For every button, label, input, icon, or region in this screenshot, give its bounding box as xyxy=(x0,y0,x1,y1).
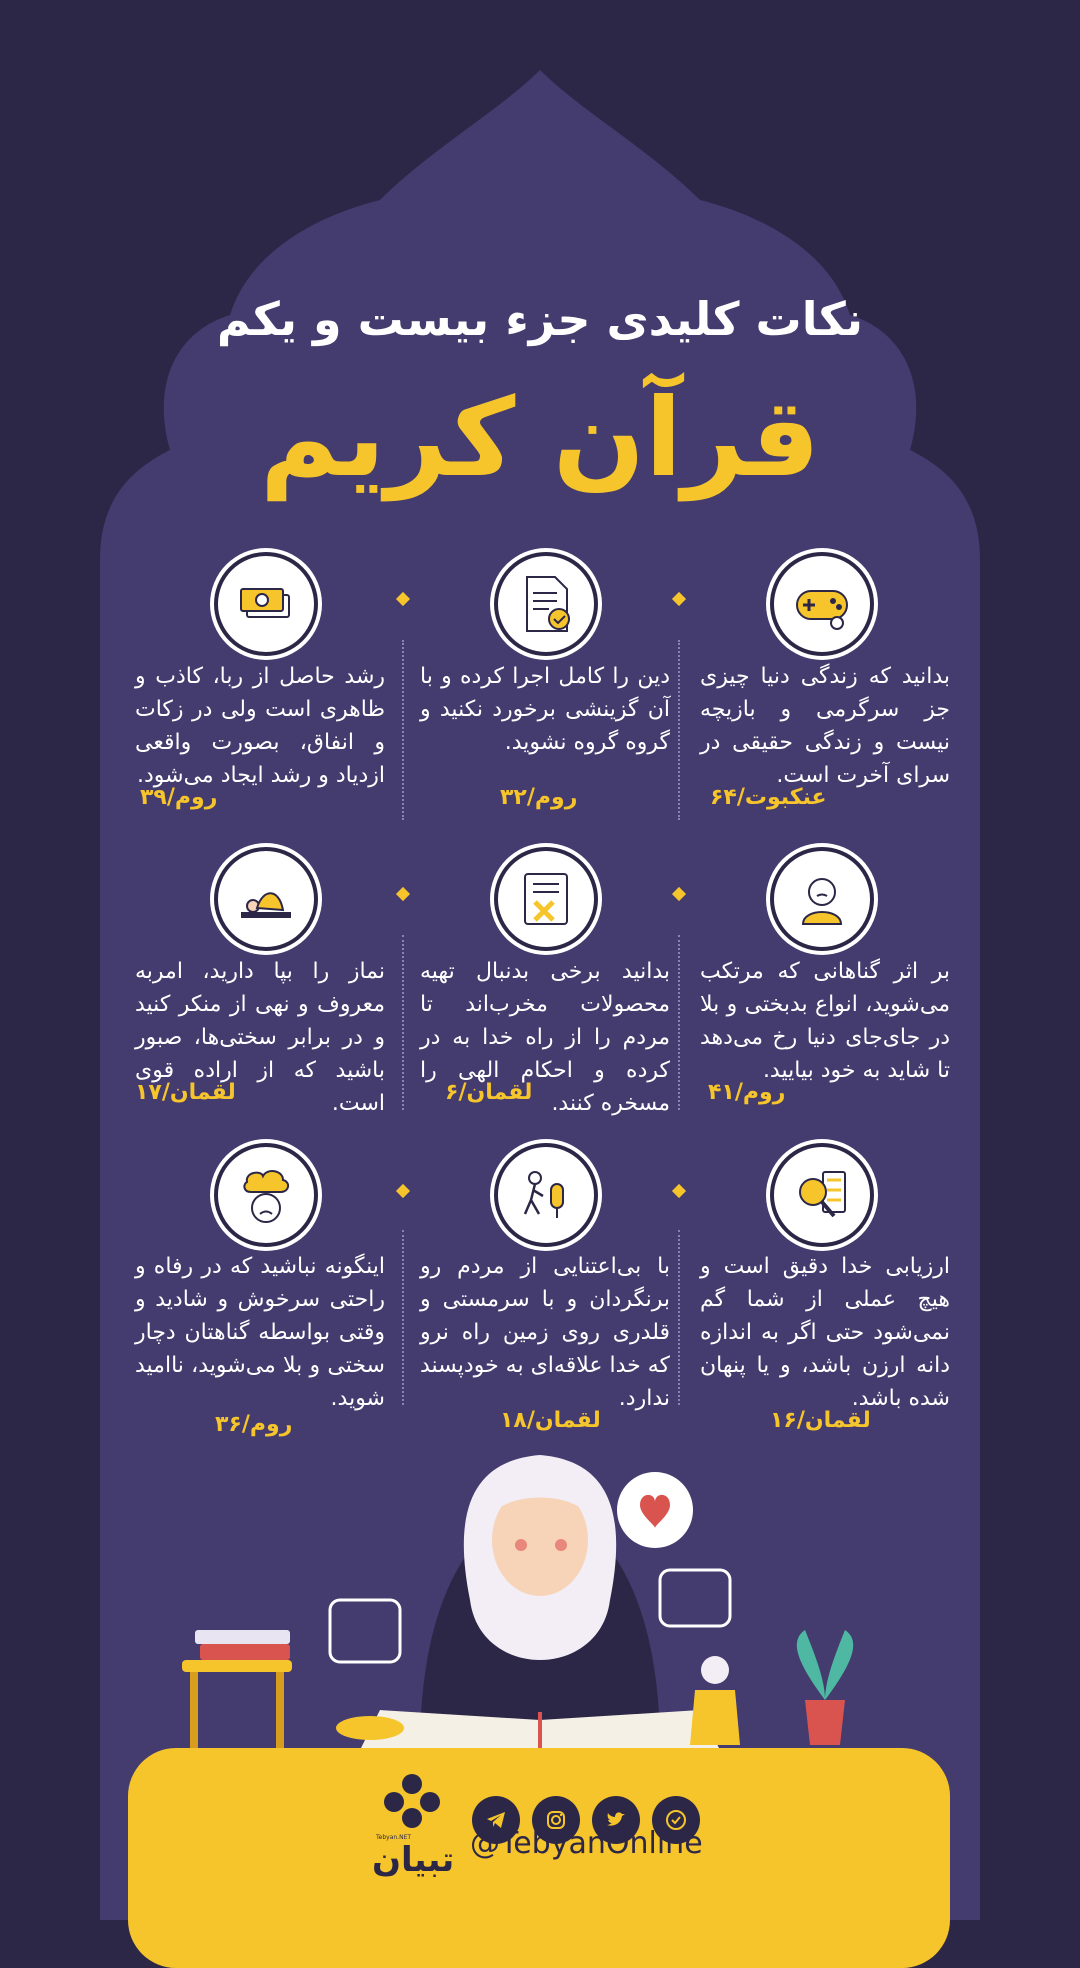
cell-ref-3: روم/۳۹ xyxy=(140,785,218,810)
sad-face-icon xyxy=(214,1143,318,1247)
worried-person-icon xyxy=(770,847,874,951)
cell-ref-7: لقمان/۱۶ xyxy=(770,1408,871,1433)
walking-person-icon xyxy=(494,1143,598,1247)
cell-text-7: ارزیابی خدا دقیق است و هیچ عملی از شما گم نمی‌شود حتی اگر به اندازه دانه ارزن باشد، و یا پنهان شده باشد. xyxy=(700,1254,950,1411)
main-title: قرآن کریم xyxy=(260,376,820,501)
prayer-icon xyxy=(214,847,318,951)
cell-ref-6: لقمان/۱۷ xyxy=(135,1080,236,1105)
bowl-illustration xyxy=(336,1716,404,1740)
cell-text-9: اینگونه نباشید که در رفاه و راحتی سرخوش و شادید و وقتی بواسطه گناهتان دچار سختی و بلا می‌شوید، ناامید شوید. xyxy=(135,1254,385,1411)
divider xyxy=(678,935,680,1110)
cell-ref-9: روم/۳۶ xyxy=(215,1412,293,1437)
logo-text: تبیان xyxy=(372,1840,455,1880)
cell-text-6: نماز را بپا دارید، امربه معروف و نهی از منکر کنید و در برابر سختی‌ها، صبور باشید که از اراده قوی است. xyxy=(135,959,385,1116)
divider xyxy=(678,1230,680,1405)
cell-text-3: رشد حاصل از ربا، کاذب و ظاهری است ولی در زکات و انفاق، بصورت واقعی ازدیاد و رشد ایجاد می‌شود. xyxy=(135,664,385,788)
document-check-icon xyxy=(494,552,598,656)
cell-ref-1: عنکبوت/۶۴ xyxy=(710,785,827,810)
cell-text-4: بر اثر گناهانی که مرتکب می‌شوید، انواع بدبختی و بلا در جای‌جای دنیا رخ می‌دهد تا شاید به خود بیایید. xyxy=(700,959,950,1083)
cell-text-2: دین را کامل اجرا کرده و با آن گزینشی برخورد نکنید و گروه گروه نشوید. xyxy=(420,664,670,755)
divider xyxy=(402,1230,404,1405)
heart-bubble-illustration xyxy=(617,1472,693,1548)
cell-text-5: بدانید برخی بدنبال تهیه محصولات مخرب‌اند تا مردم را از راه خدا به در کرده و احکام الهی را مسخره کنند. xyxy=(420,959,670,1116)
evaluation-icon xyxy=(770,1143,874,1247)
document-cross-icon xyxy=(494,847,598,951)
social-handle[interactable]: @TebyanOnline xyxy=(470,1826,703,1861)
divider xyxy=(678,640,680,820)
game-controller-icon xyxy=(770,552,874,656)
cell-text-1: بدانید که زندگی دنیا چیزی جز سرگرمی و بازیچه نیست و زندگی حقیقی در سرای آخرت است. xyxy=(700,664,950,788)
cell-text-8: با بی‌اعتنایی از مردم رو برنگردان و با سرمستی و قلدری روی زمین راه نرو که خدا علاقه‌ای به خودپسند ندارد. xyxy=(419,1254,670,1411)
logo-subtext: Tebyan.NET xyxy=(376,1834,412,1841)
cell-ref-8: لقمان/۱۸ xyxy=(500,1408,601,1433)
cell-ref-2: روم/۳۲ xyxy=(500,785,578,810)
cell-ref-5: لقمان/۶ xyxy=(445,1080,533,1105)
divider xyxy=(402,640,404,820)
subtitle-heading: نکات کلیدی جزء بیست و یکم xyxy=(216,292,864,346)
tebyan-logo-icon xyxy=(372,1770,452,1830)
cell-ref-4: روم/۴۱ xyxy=(708,1080,786,1105)
money-stack-icon xyxy=(214,552,318,656)
divider xyxy=(402,935,404,1110)
